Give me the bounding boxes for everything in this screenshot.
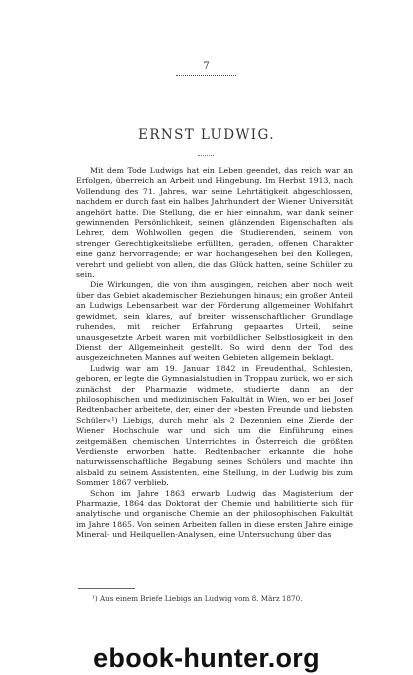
paragraph: Ludwig war am 19. Januar 1842 in Freudenthal, Schlesien, geboren, er legte die Gymnasialstudien in Troppau zurück, wo er sich zunächst der Pharmazie widmete, studierte dann an der philosophischen und medizinischen Fakultät in Wien, wo er bei Josef Redtenbacher arbeitete, der, einer der »besten Freunde und liebsten Schüler«¹) Liebigs, durch mehr als 2 Dezennien eine Zierde der Wiener Hochschule war und sich um die Einführung eines zeitgemäßen chemischen Unterrichtes in Österreich die größten Verdienste erworben hatte. Redtenbacher erkannte die hohe naturwissenschaftliche Begabung seines Schülers und machte ihn alsbald zu seinem Assistenten, eine Stellung, in der Ludwig bis zum Sommer 1867 verblieb. [76, 363, 353, 488]
watermark: ebook-hunter.org [93, 643, 320, 673]
page-number: 7 [203, 61, 210, 72]
body-text [76, 166, 353, 541]
top-divider [176, 75, 236, 76]
footnote-divider [78, 588, 135, 589]
paragraph: Die Wirkungen, die von ihm ausgingen, reichen aber noch weit über das Gebiet akademischer Beziehungen hinaus; ein großer Anteil an Ludwigs Lebensarbeit war der Förderung allgemeiner Wohlfahrt gewidmet, sein klares, auf breiter wissenschaftlicher Grundlage ruhendes, mit reicher Erfahrung gepaartes Urteil, seine unausgesetzte Arbeit waren mit vorbildlicher Selbstlosigkeit in den Dienst der Allgemeinheit gestellt. So wird denn der Tod des ausgezeichneten Mannes auf weiten Gebieten allgemein beklagt. [76, 280, 353, 363]
footnote: ¹) Aus einem Briefe Liebigs an Ludwig vom 8. März 1870. [92, 594, 303, 603]
paragraph: Schon im Jahre 1863 erwarb Ludwig das Magisterium der Pharmazie, 1864 das Doktorat der Chemie und habilitierte sich für analytische und organische Chemie an der philosophischen Fakultät im Jahre 1865. Von seinen Arbeiten fallen in diese ersten Jahre einige Mineral- und Heilquellen-Analysen, eine Untersuchung über das [76, 488, 353, 540]
paragraph: Mit dem Tode Ludwigs hat ein Leben geendet, das reich war an Erfolgen, überreich an Arbeit und Hingebung. Im Herbst 1913, nach Vollendung des 71. Jahres, war seine Lehrtätigkeit abgeschlossen, nachdem er durch fast ein halbes Jahrhundert der Wiener Universität angehört hatte. Die Stellung, die er hier einnahm, war dank seiner gewinnenden Persönlichkeit, seinen glänzenden Eigenschaften als Lehrer, dem Wohlwollen gegen die Studierenden, seinem von strenger Gerechtigkeitsliebe erfüllten, geraden, offenen Charakter eine ganz hervorragende; er war hochangesehen bei den Kollegen, verehrt und geliebt von allen, die das Glück hatten, seine Schüler zu sein. [76, 166, 353, 280]
title-divider [198, 155, 214, 156]
page-title: ERNST LUDWIG. [138, 127, 275, 143]
